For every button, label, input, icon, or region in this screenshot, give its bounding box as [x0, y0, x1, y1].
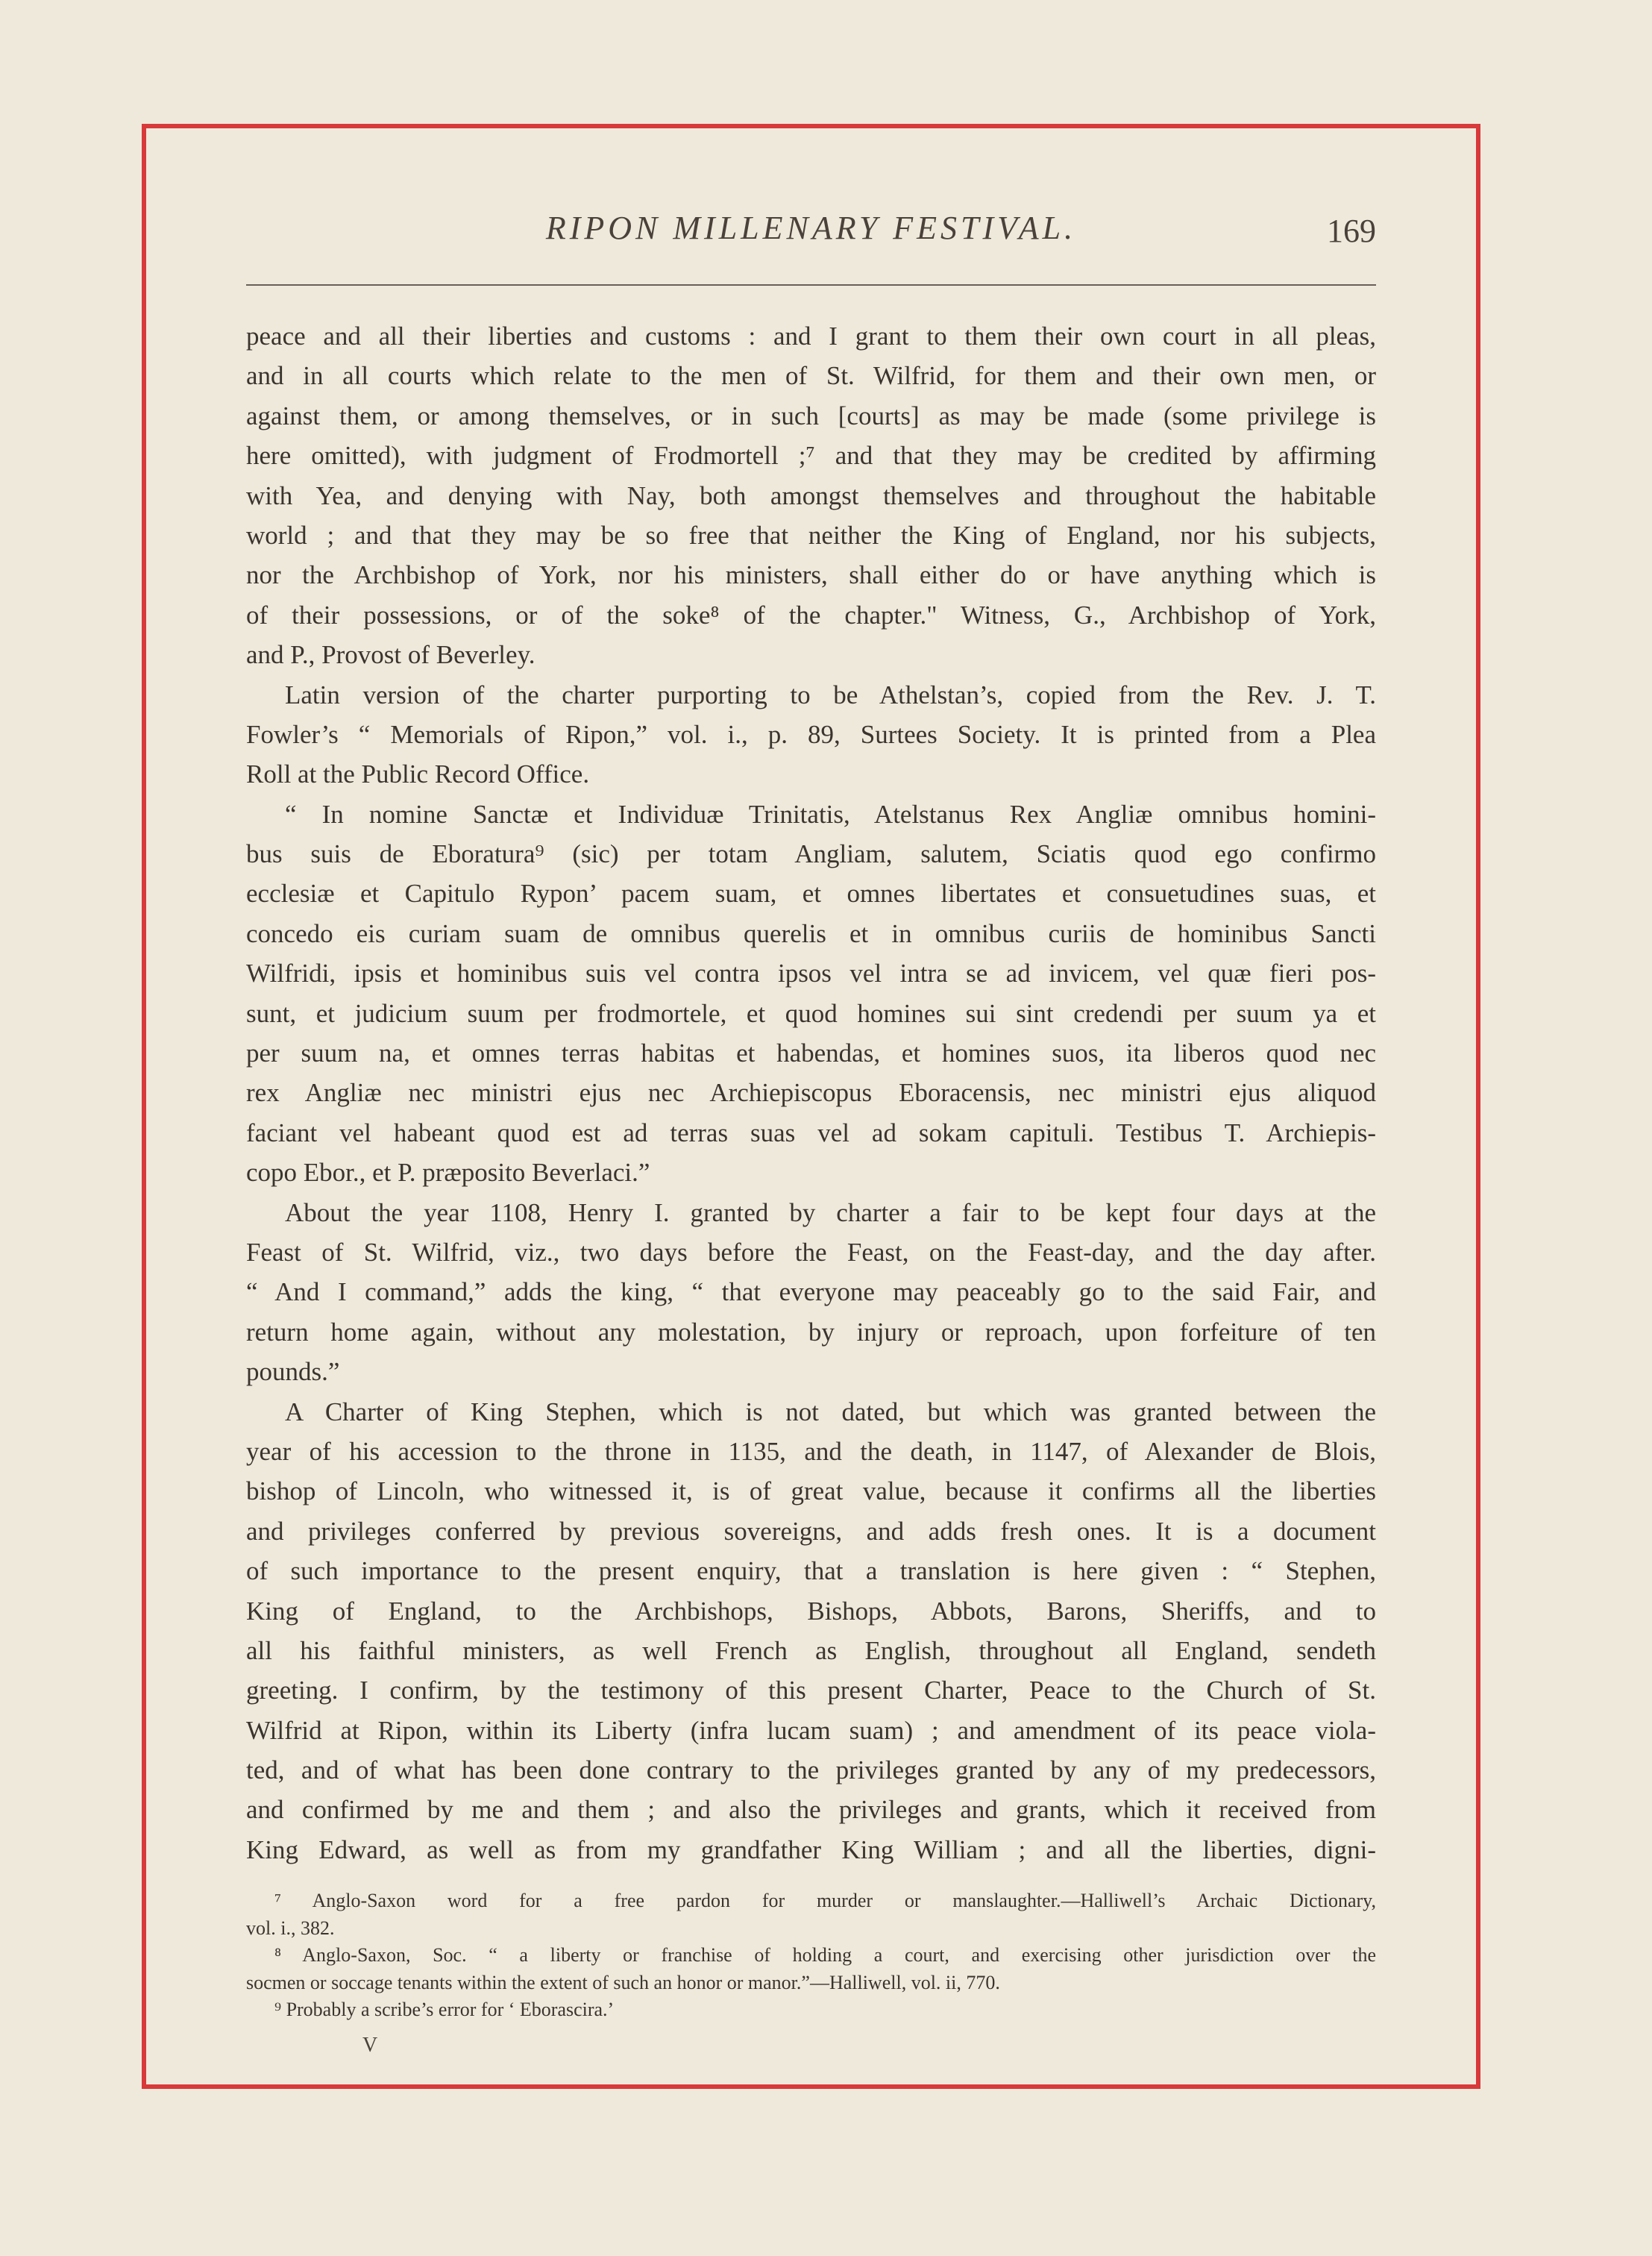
footnote-line: ⁹ Probably a scribe’s error for ‘ Eborascira.’ — [274, 1999, 615, 2020]
text-line: Roll at the Public Record Office. — [246, 759, 590, 789]
text-line: here omitted), with judgment of Frodmortell ;⁷ and that they may be credited by affirming — [246, 441, 1376, 471]
text-line: return home again, without any molestation, by injury or reproach, upon forfeiture of ten — [246, 1317, 1376, 1347]
text-line: Latin version of the charter purporting to be Athelstan’s, copied from the Rev. J. T. — [285, 680, 1376, 709]
signature-mark: V — [362, 2034, 378, 2057]
text-line: of such importance to the present enquiry, that a translation is here given : “ Stephen, — [246, 1556, 1376, 1586]
text-line: faciant vel habeant quod est ad terras suas vel ad sokam capituli. Testibus T. Archiepis- — [246, 1118, 1376, 1147]
text-line: bishop of Lincoln, who witnessed it, is of great value, because it confirms all the liberties — [246, 1476, 1376, 1506]
text-line: A Charter of King Stephen, which is not dated, but which was granted between the — [285, 1397, 1376, 1426]
header-rule — [246, 284, 1376, 286]
text-line: “ In nomine Sanctæ et Individuæ Trinitatis, Atelstanus Rex Angliæ omnibus homini- — [285, 799, 1376, 829]
text-line: and confirmed by me and them ; and also the privileges and grants, which it received from — [246, 1795, 1376, 1825]
text-line: “ And I command,” adds the king, “ that everyone may peaceably go to the said Fair, and — [246, 1277, 1376, 1307]
text-line: per suum na, et omnes terras habitas et habendas, et homines suos, ita liberos quod nec — [246, 1038, 1376, 1068]
text-line: with Yea, and denying with Nay, both amongst themselves and throughout the habitable — [246, 480, 1376, 510]
text-line: and P., Provost of Beverley. — [246, 640, 536, 670]
text-line: ted, and of what has been done contrary to the privileges granted by any of my predecessors, — [246, 1755, 1376, 1785]
footnote-line: ⁸ Anglo-Saxon, Soc. “ a liberty or franchise of holding a court, and exercising other jurisdiction over the — [274, 1944, 1376, 1966]
page-number: 169 — [1327, 213, 1376, 249]
footnotes — [246, 1887, 1376, 2024]
text-line: copo Ebor., et P. præposito Beverlaci.” — [246, 1158, 650, 1188]
text-line: world ; and that they may be so free that neither the King of England, nor his subjects, — [246, 520, 1376, 550]
text-line: concedo eis curiam suam de omnibus querelis et in omnibus curiis de hominibus Sancti — [246, 918, 1376, 948]
text-line: Wilfridi, ipsis et hominibus suis vel contra ipsos vel intra se ad invicem, vel quæ fieri pos- — [246, 959, 1376, 988]
text-line: About the year 1108, Henry I. granted by charter a fair to be kept four days at the — [285, 1197, 1376, 1227]
text-line: King Edward, as well as from my grandfather King William ; and all the liberties, digni- — [246, 1834, 1376, 1864]
text-line: and privileges conferred by previous sovereigns, and adds fresh ones. It is a document — [246, 1516, 1376, 1546]
text-line: peace and all their liberties and customs : and I grant to them their own court in all pleas, — [246, 322, 1376, 351]
body-text — [246, 316, 1376, 1870]
footnote-line: socmen or soccage tenants within the extent of such an honor or manor.”—Halliwell, vol. ii, 770. — [246, 1971, 1000, 1993]
footnote-line: ⁷ Anglo-Saxon word for a free pardon for murder or manslaughter.—Halliwell’s Archaic Dictionary, — [274, 1890, 1376, 1911]
text-line: ecclesiæ et Capitulo Rypon’ pacem suam, et omnes libertates et consuetudines suas, et — [246, 879, 1376, 909]
text-line: rex Angliæ nec ministri ejus nec Archiepiscopus Eboracensis, nec ministri ejus aliquod — [246, 1078, 1376, 1108]
text-line: sunt, et judicium suum per frodmortele, et quod homines sui sint credendi per suum ya et — [246, 998, 1376, 1028]
page-header — [246, 195, 1376, 263]
text-line: and in all courts which relate to the men of St. Wilfrid, for them and their own men, or — [246, 361, 1376, 391]
text-line: pounds.” — [246, 1357, 340, 1387]
footnote-line: vol. i., 382. — [246, 1917, 335, 1939]
text-line: Wilfrid at Ripon, within its Liberty (infra lucam suam) ; and amendment of its peace viola- — [246, 1715, 1376, 1745]
text-line: King of England, to the Archbishops, Bishops, Abbots, Barons, Sheriffs, and to — [246, 1596, 1376, 1626]
text-line: nor the Archbishop of York, nor his ministers, shall either do or have anything which is — [246, 560, 1376, 590]
text-line: against them, or among themselves, or in such [courts] as may be made (some privilege is — [246, 401, 1376, 430]
text-line: Fowler’s “ Memorials of Ripon,” vol. i., p. 89, Surtees Society. It is printed from a Plea — [246, 719, 1376, 749]
text-line: year of his accession to the throne in 1135, and the death, in 1147, of Alexander de Blois, — [246, 1436, 1376, 1466]
text-line: Feast of St. Wilfrid, viz., two days before the Feast, on the Feast-day, and the day after. — [246, 1237, 1376, 1267]
text-line: of their possessions, or of the soke⁸ of the chapter." Witness, G., Archbishop of York, — [246, 600, 1376, 630]
text-line: greeting. I confirm, by the testimony of this present Charter, Peace to the Church of St. — [246, 1676, 1376, 1705]
text-line: all his faithful ministers, as well French as English, throughout all England, sendeth — [246, 1635, 1376, 1665]
running-title: RIPON MILLENARY FESTIVAL. — [545, 210, 1077, 246]
text-line: bus suis de Eboratura⁹ (sic) per totam Angliam, salutem, Sciatis quod ego confirmo — [246, 839, 1376, 869]
